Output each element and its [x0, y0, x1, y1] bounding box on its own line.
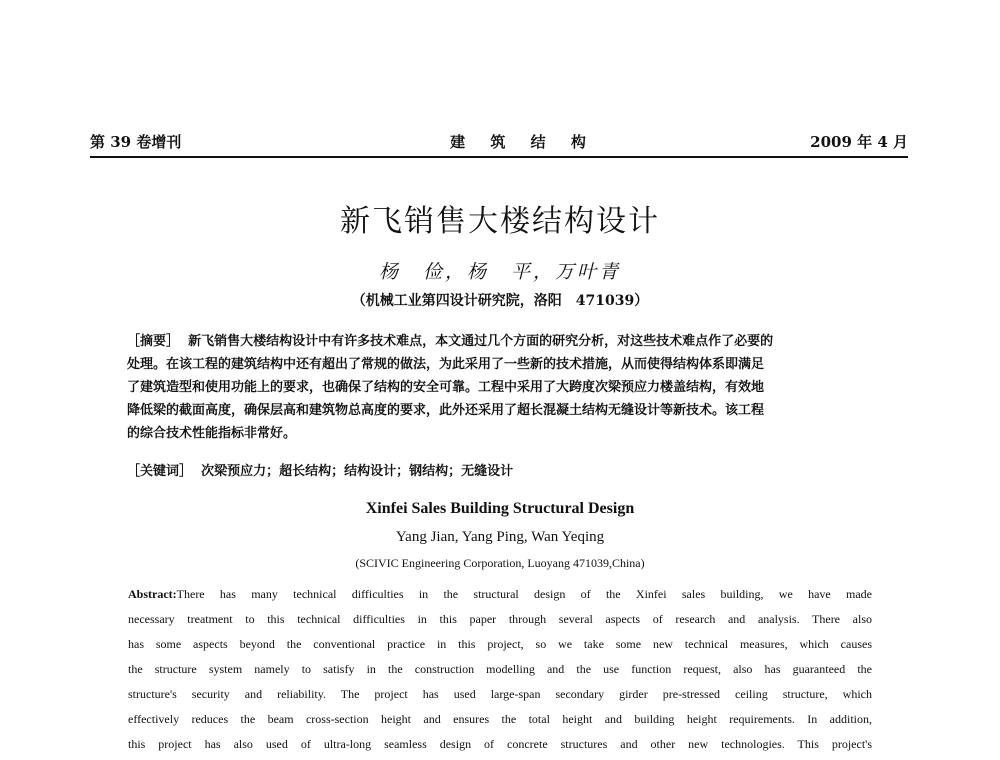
chinese-abstract-text: 新飞销售大楼结构设计中有许多技术难点，本文通过几个方面的研究分析，对这些技术难点作了必要的 — [188, 334, 774, 349]
chinese-keywords — [127, 460, 887, 479]
english-title: Xinfei Sales Building Structural Design — [365, 500, 635, 517]
chinese-abstract-line: 的综合技术性能指标非常好。 — [127, 426, 297, 441]
english-abstract-line: structure's security and reliability. The project has used large-span secondary girder pre-stressed ceiling structure, which — [128, 687, 872, 701]
chinese-keywords-text: 次梁预应力；超长结构；结构设计；钢结构；无缝设计 — [201, 464, 514, 479]
english-abstract-line: necessary treatment to this technical difficulties in this paper through several aspects of research and analysis. There also — [128, 612, 872, 626]
running-header — [90, 131, 908, 157]
english-abstract — [128, 582, 872, 757]
chinese-abstract-label: ［摘要］ — [127, 334, 180, 349]
english-abstract-line: effectively reduces the beam cross-section height and ensures the total height and building height requirements. In addition, — [128, 712, 872, 726]
chinese-abstract-line: 降低梁的截面高度，确保层高和建筑物总高度的要求，此外还采用了超长混凝土结构无缝设计等新技术。该工程 — [127, 403, 765, 418]
header-rule — [90, 156, 908, 158]
issue-date: 2009 年 4 月 — [810, 133, 908, 151]
chinese-abstract-line: 处理。在该工程的建筑结构中还有超出了常规的做法，为此采用了一些新的技术措施，从而使得结构体系即满足 — [127, 357, 765, 372]
chinese-keywords-label: ［关键词］ — [127, 464, 193, 479]
english-abstract-line: has some aspects beyond the conventional practice in this project, so we take some new technical measures, which causes — [128, 637, 872, 651]
english-authors: Yang Jian, Yang Ping, Wan Yeqing — [395, 529, 605, 545]
chinese-abstract — [127, 330, 887, 445]
english-abstract-line — [128, 582, 872, 607]
english-abstract-text: There has many technical difficulties in the structural design of the Xinfei sales building, we have made — [176, 587, 872, 601]
english-abstract-line: the structure system namely to satisfy in the construction modelling and the use function request, also has guaranteed the — [128, 662, 872, 676]
english-affiliation: (SCIVIC Engineering Corporation, Luoyang 471039,China) — [355, 556, 645, 570]
chinese-affiliation: （机械工业第四设计研究院，洛阳 471039） — [351, 293, 649, 309]
english-abstract-line: this project has also used of ultra-long seamless design of concrete structures and other new technologies. This project's — [128, 737, 872, 751]
chinese-title: 新飞销售大楼结构设计 — [340, 204, 660, 239]
chinese-abstract-line — [127, 330, 887, 353]
chinese-authors: 杨 俭，杨 平，万叶青 — [378, 261, 621, 283]
english-abstract-label: Abstract: — [128, 587, 177, 601]
journal-name: 建 筑 结 构 — [450, 133, 596, 151]
journal-volume: 第 39 卷增刊 — [90, 133, 182, 151]
chinese-abstract-line: 了建筑造型和使用功能上的要求，也确保了结构的安全可靠。工程中采用了大跨度次梁预应力楼盖结构，有效地 — [127, 380, 765, 395]
